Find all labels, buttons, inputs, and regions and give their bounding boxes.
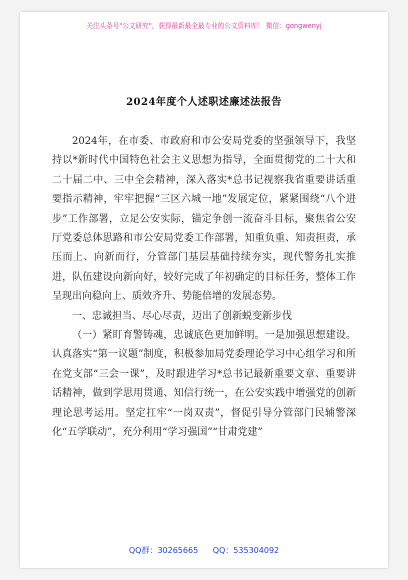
qq-group-text: QQ群：30265665 xyxy=(128,546,199,555)
document-title: 2024年度个人述职述廉述法报告 xyxy=(126,97,282,108)
promo-banner: 关注头条号"公文研究"，获得最新最全最专业的公文资料库！ 微信：gongwenyj xyxy=(86,22,322,30)
section-heading: 一、忠诚担当、尽心尽责，迈出了创新蜕变新步伐 xyxy=(72,310,292,322)
paragraph-intro: 2024年，在市委、市政府和市公安局党委的坚强领导下，我坚持以*新时代中国特色社会主义思想为指导，全面贯彻党的二十大和二十届二中、三中全会精神，深入落实*总书记视察我省重要讲话重要指示精神，牢牢把握“三区六城一地”发展定位，紧紧围绕“八个进步”工作部署，立足公安实际，锚定争创一流奋斗目标，聚焦省公安厅党委总体思路和市公安局党委工作部署，知重负重、知责担责，承压而上、向新而行，分管部门基层基础持续夯实，现代警务扎实推进，队伍建设向新向好，较好完成了年初确定的目标任务，整体工作呈现出向稳向上、质效齐升、势能倍增的发展态势。 xyxy=(52,136,356,303)
document-page xyxy=(20,12,388,568)
footer-contacts xyxy=(20,545,388,556)
document-body xyxy=(52,132,356,443)
paragraph-section-1: （一）紧盯育警铸魂，忠诚底色更加鲜明。一是加强思想建设。认真落实“第一议题”制度，积极参加局党委理论学习中心组学习和所在党支部“三会一课”，及时跟进学习*总书记最新重要文章、重要讲话精神，做到学思用贯通、知信行统一，在公安实践中增强党的创新理论思考运用。坚定扛牢“一岗双责”，督促引导分管部门民辅警深化“五学联动”，充分利用“学习强国”“甘肃党建” xyxy=(52,330,356,439)
qq-number-text: QQ：535304092 xyxy=(212,546,280,555)
